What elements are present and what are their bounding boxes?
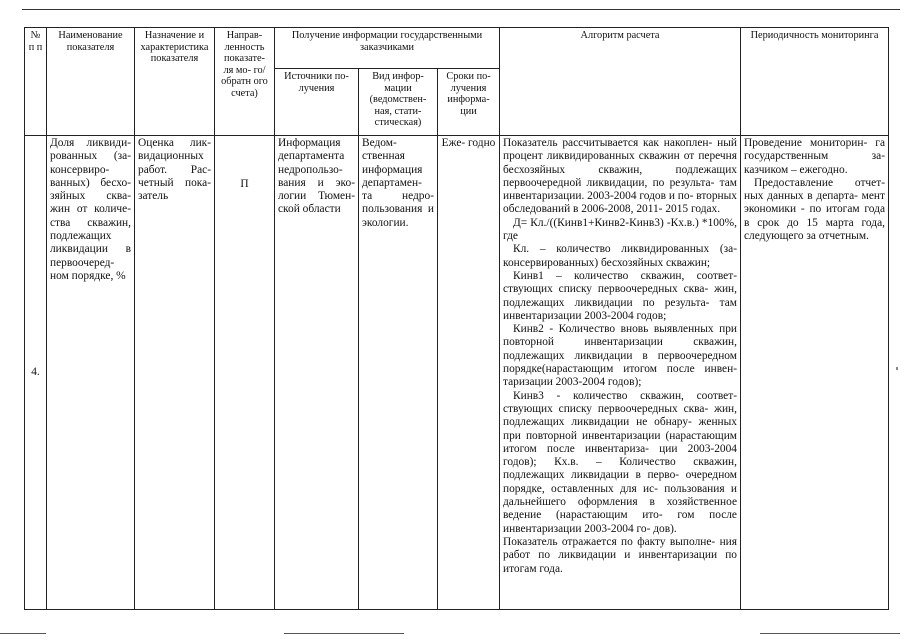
cell-info-type: Ведом- ственная информация департамен- та недро- пользования и экологии. [359, 136, 438, 610]
cell-periodicity [741, 136, 889, 610]
header-name: Наименование показателя [47, 28, 135, 136]
indicator-table [24, 27, 889, 610]
periodicity-monitoring: Проведение мониторин- га государственным за- казчиком – ежегодно. [744, 137, 885, 176]
row-number: 4. [25, 136, 47, 610]
algorithm-kinv3-definition: Кинв3 - количество скважин, соответ- ствующих списку первоочередных сква- жин, подлежащих ликвидации не обнару- женных при повторной инвентаризации (нарастающим итогом после инвентариза- ции 2003-2004 годов); Кх.в. – Количество скважин, подлежащих ликвидации в перво- очередном порядке, оставленных для ис- пользования и дальнейшего оформления в хозяйственное ведение (нарастающим ито- гом после инвентаризации 2003-2004 го- дов). [503, 389, 737, 535]
header-info-group: Получение информации государственными заказчиками [275, 28, 500, 69]
header-info-type: Вид инфор- мации (ведомствен- ная, стати- стическая) [359, 69, 438, 136]
cell-direction: П [215, 136, 275, 610]
header-purpose: Назначение и характеристика показателя [135, 28, 215, 136]
cell-sources: Информация департамента недропользо- вания и эко- логии Тюмен- ской области [275, 136, 359, 610]
cell-algorithm [500, 136, 741, 610]
header-sources: Источники по- лучения [275, 69, 359, 136]
header-direction: Направ- ленность показате- ля мо- го/обратн ого счета) [215, 28, 275, 136]
top-border-line [22, 9, 900, 10]
bottom-edge-line-right [760, 633, 900, 634]
algorithm-kinv1-definition: Кинв1 – количество скважин, соответ- ствующих списку первоочередных сква- жин, подлежащих ликвидации по результа- там инвентаризации 2003-2004 годов; [503, 269, 737, 322]
algorithm-intro: Показатель рассчитывается как накоплен- ный процент ликвидированных скважин от перечня бесхозяйных скважин, подлежащих первоочередной ликвидации, по результа- там инвентаризации. 2003-2004 годов и по- вторных обследований в 2006-2008, 2011- 2015 годах. [503, 137, 737, 216]
header-number: № п п [25, 28, 47, 136]
algorithm-formula: Д= Кл./((Кинв1+Кинв2-Кинв3) -Кх.в.) *100%, где [503, 216, 737, 243]
cell-indicator-name: Доля ликвиди- рованных (за- консервиро- ванных) бесхо- зяйных сква- жин от количе- ства скважин, подлежащих ликвидации в первоочеред- ном порядке, % [47, 136, 135, 610]
header-info-terms: Сроки по- лучения информа- ции [438, 69, 500, 136]
header-periodicity: Периодичность мониторинга [741, 28, 889, 136]
algorithm-kl-definition: Кл. – количество ликвидированных (за- консервированных) бесхозяйных скважин; [503, 243, 737, 269]
bottom-edge-line-left [0, 633, 46, 634]
bottom-edge-line-mid [284, 633, 404, 634]
header-algorithm: Алгоритм расчета [500, 28, 741, 136]
algorithm-kinv2-definition: Кинв2 - Количество вновь выявленных при повторной инвентаризации скважин, подлежащих ликвидации в первоочередном порядке(нарастающим итогом после инвен- таризации 2003-2004 годов); [503, 323, 737, 389]
periodicity-reporting: Предоставление отчет- ных данных в департа- мент экономики - по итогам года в срок до 15 марта года, следующего за отчетным. [744, 176, 885, 243]
cell-purpose: Оценка лик- видационных работ. Рас- четный пока- затель [135, 136, 215, 610]
algorithm-reporting-note: Показатель отражается по факту выполне- ния работ по ликвидации и инвентаризации по итогам года. [503, 535, 737, 575]
cell-info-terms: Еже- годно [438, 136, 500, 610]
scan-mark [896, 367, 898, 370]
